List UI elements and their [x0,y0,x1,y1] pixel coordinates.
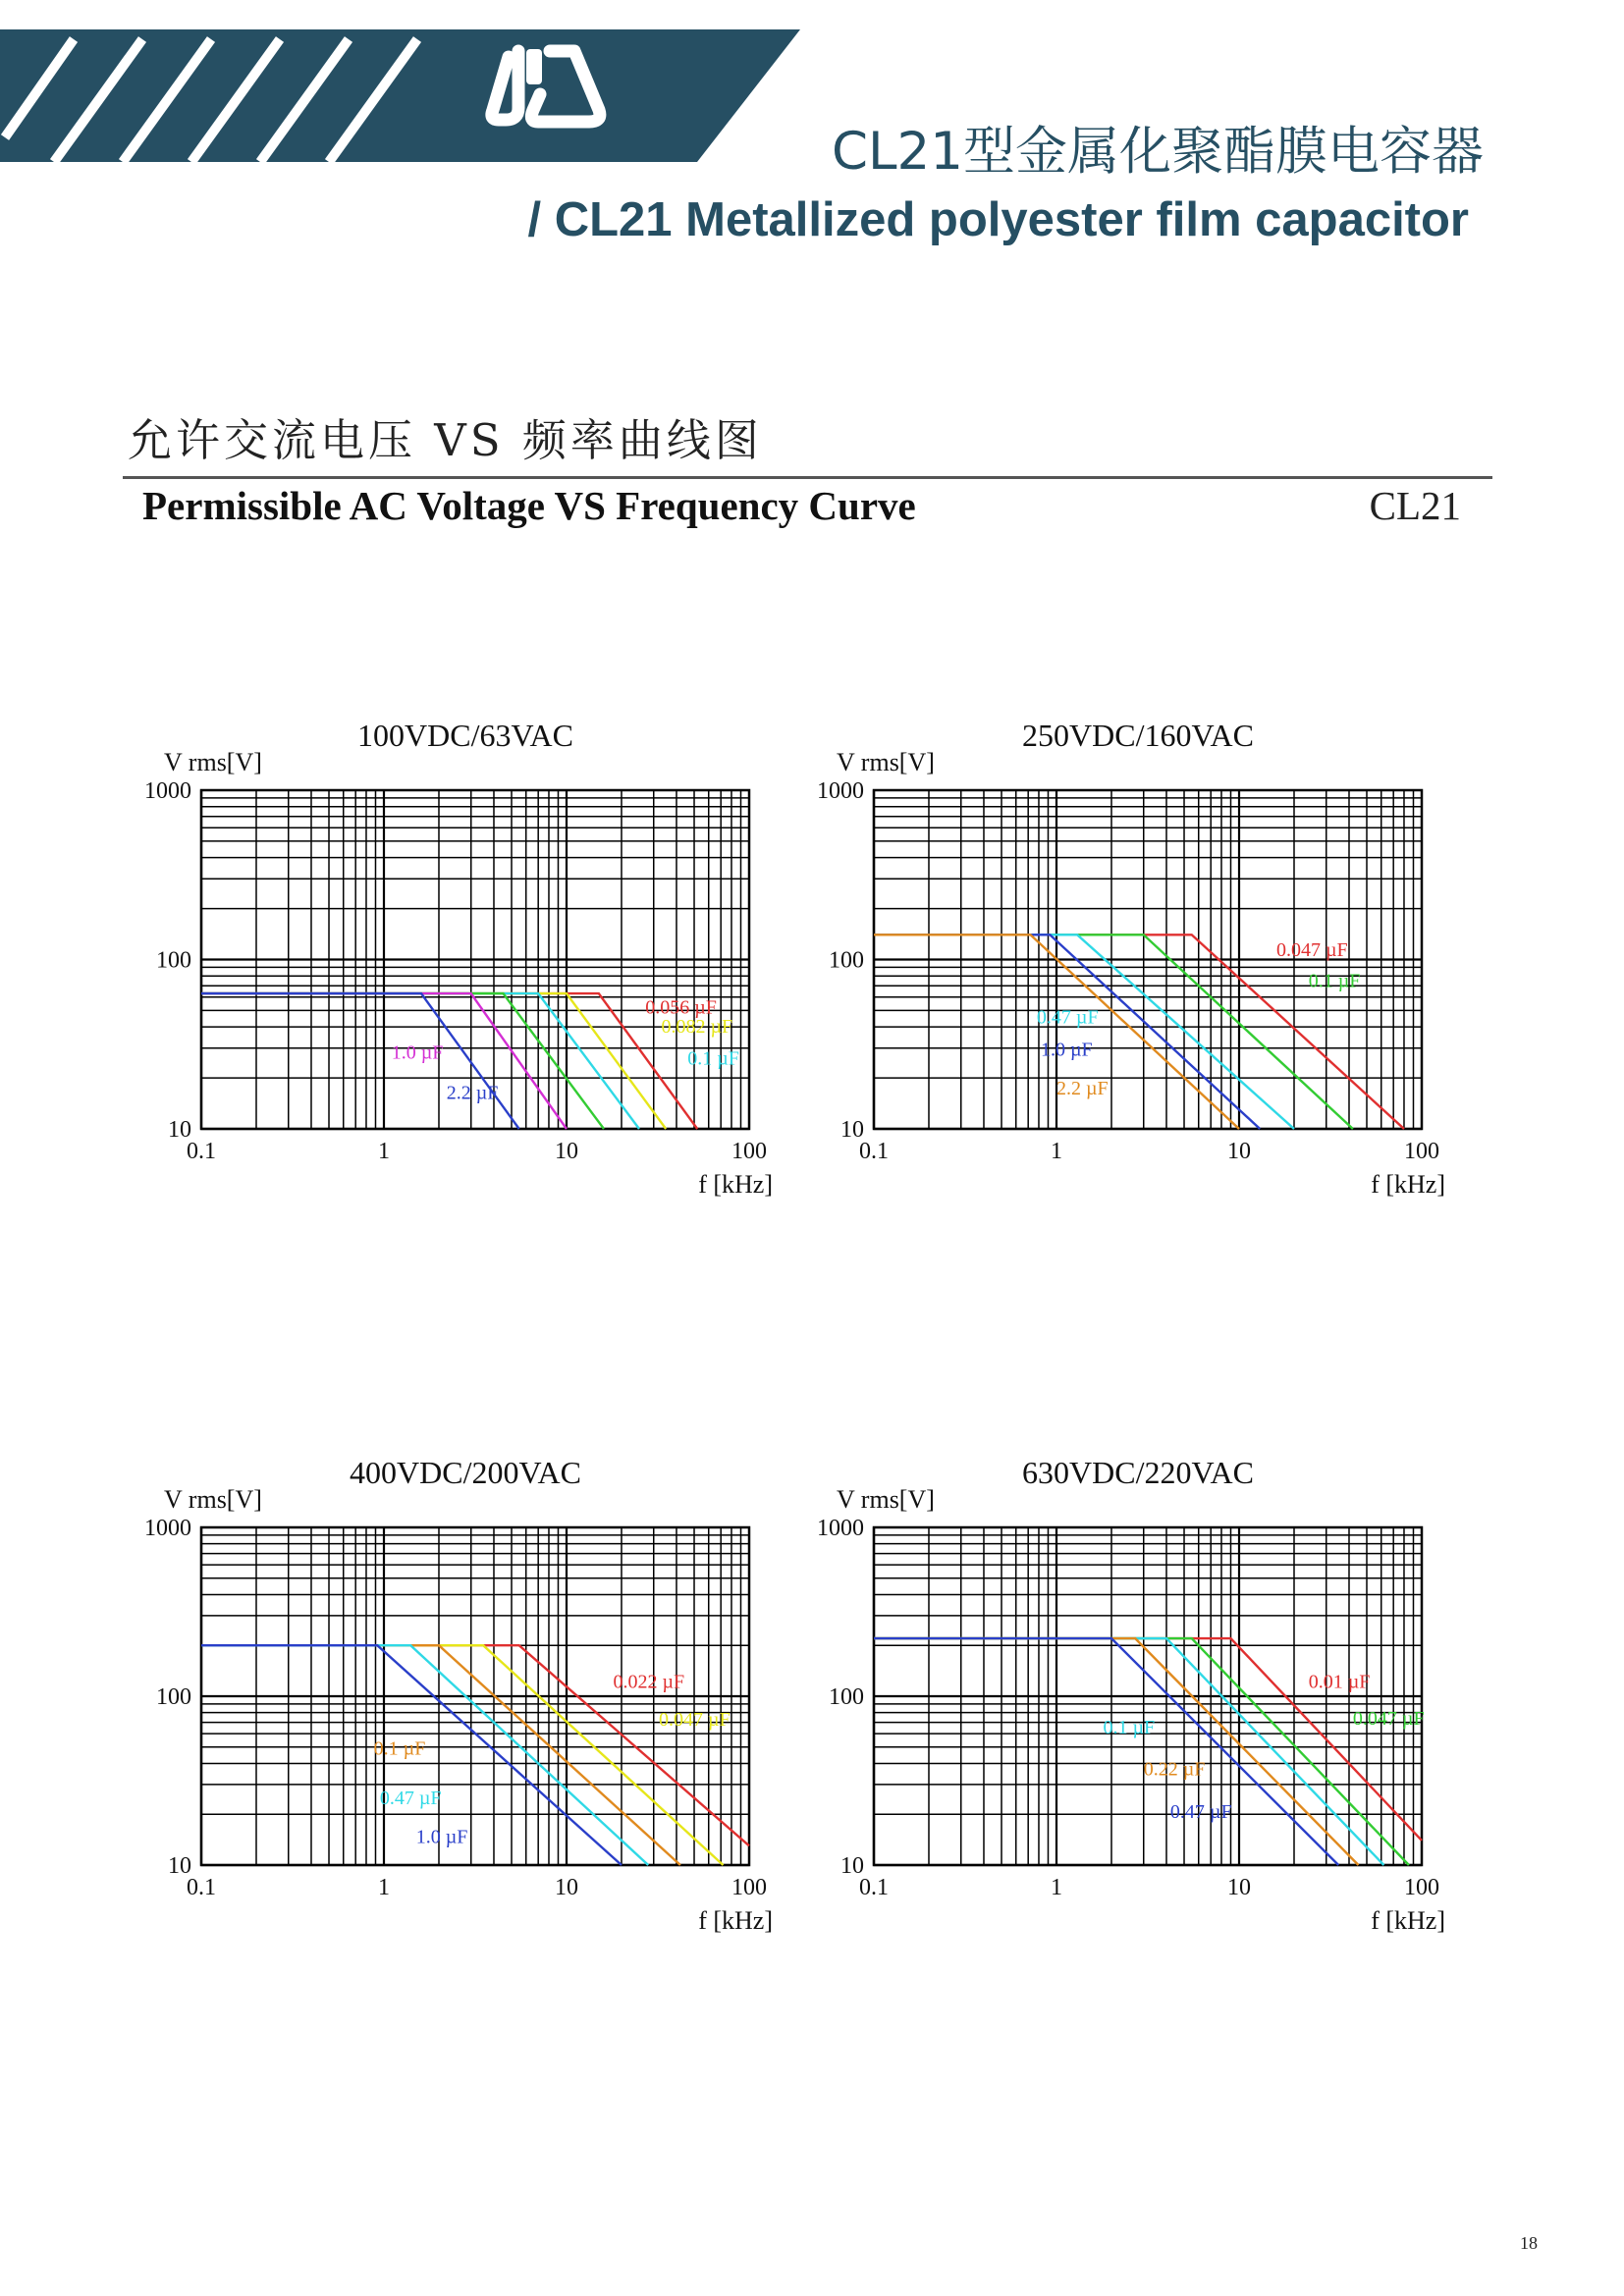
series-line [874,934,1404,1129]
series-label: 0.22 µF [1143,1758,1206,1781]
x-tick-label: 0.1 [187,1139,216,1164]
series-label: 0.47 µF [1036,1006,1099,1029]
series-label: 2.2 µF [446,1082,499,1104]
x-tick-label: 1 [1051,1139,1062,1164]
series-label: 0.056 µF [645,996,717,1019]
x-axis-label: f [kHz] [698,1170,773,1199]
series-label: 1.0 µF [391,1041,444,1064]
y-tick-label: 100 [156,947,191,974]
series-label: 2.2 µF [1056,1077,1109,1099]
y-tick-label: 10 [840,1853,864,1879]
series-label: 0.1 µF [687,1047,739,1070]
chart-grid [201,1527,749,1865]
series-label: 0.1 µF [1308,970,1361,992]
y-tick-label: 1000 [144,778,191,804]
series-line [201,1645,680,1865]
y-tick-label: 10 [168,1117,191,1143]
plot-frame [874,1527,1422,1865]
chart-title: 250VDC/160VAC [1022,718,1254,753]
series-line [874,934,1260,1129]
series-label: 0.047 µF [658,1708,731,1731]
x-tick-label: 1 [378,1875,390,1900]
series-label: 0.022 µF [613,1671,685,1693]
chart-grid [201,790,749,1129]
page-number: 18 [1520,2233,1538,2253]
section-divider [123,476,1492,479]
series-label: 0.1 µF [373,1737,426,1760]
x-tick-label: 0.1 [859,1875,889,1900]
section-title-cn: 允许交流电压 VS 频率曲线图 [128,414,763,466]
series-label: 0.082 µF [661,1015,733,1038]
x-axis-label: f [kHz] [1371,1170,1445,1199]
series-label: 0.01 µF [1308,1671,1371,1693]
series-label: 1.0 µF [415,1826,468,1848]
y-tick-label: 100 [829,947,864,974]
x-tick-label: 10 [1227,1875,1251,1900]
series-label: 0.047 µF [1352,1707,1425,1730]
series-line [874,1638,1422,1841]
series-line [874,934,1239,1129]
series-line [201,1645,749,1845]
x-tick-label: 100 [1404,1875,1439,1900]
series-line [201,993,639,1129]
plot-frame [201,790,749,1129]
y-tick-label: 10 [168,1853,191,1879]
series-line [874,1638,1359,1865]
y-axis-label: V rms[V] [164,748,262,776]
series-line [201,1645,648,1865]
series-label: 0.47 µF [379,1787,442,1809]
y-tick-label: 10 [840,1117,864,1143]
series-line [201,1645,724,1865]
plot-frame [201,1527,749,1865]
chart-grid [874,790,1422,1129]
y-axis-label: V rms[V] [164,1485,262,1514]
x-axis-label: f [kHz] [1371,1906,1445,1935]
series-label: 0.47 µF [1169,1801,1232,1824]
chart-title: 400VDC/200VAC [350,1455,581,1490]
series-line [874,1638,1338,1865]
header-title-cn: CL21型金属化聚酯膜电容器 [832,122,1484,182]
series-label: 0.1 µF [1103,1717,1156,1739]
x-tick-label: 1 [1051,1875,1062,1900]
series-line [874,1638,1409,1865]
x-axis-label: f [kHz] [698,1906,773,1935]
series-label: 0.047 µF [1275,938,1348,961]
x-tick-label: 100 [731,1139,767,1164]
header-title-en: / CL21 Metallized polyester film capacitor [527,193,1469,246]
x-tick-label: 10 [555,1875,578,1900]
chart-title: 100VDC/63VAC [357,718,573,753]
x-tick-label: 0.1 [859,1139,889,1164]
y-axis-label: V rms[V] [837,748,935,776]
series-line [201,1645,622,1865]
y-tick-label: 100 [829,1684,864,1710]
y-axis-label: V rms[V] [837,1485,935,1514]
series-line [201,993,666,1129]
y-tick-label: 1000 [817,1516,864,1541]
series-line [874,1638,1383,1865]
series-line [201,993,519,1129]
y-tick-label: 100 [156,1684,191,1710]
series-label: 1.0 µF [1040,1039,1093,1061]
x-tick-label: 100 [731,1875,767,1900]
chart-title: 630VDC/220VAC [1022,1455,1254,1490]
x-tick-label: 100 [1404,1139,1439,1164]
x-tick-label: 10 [555,1139,578,1164]
x-tick-label: 1 [378,1139,390,1164]
series-line [874,934,1294,1129]
x-tick-label: 10 [1227,1139,1251,1164]
plot-frame [874,790,1422,1129]
series-line [201,993,604,1129]
section-title-en: Permissible AC Voltage VS Frequency Curve [142,483,916,528]
section-model-tag: CL21 [1369,483,1461,528]
series-line [874,934,1353,1129]
x-tick-label: 0.1 [187,1875,216,1900]
y-tick-label: 1000 [144,1516,191,1541]
banner-background [0,29,800,162]
series-line [201,993,567,1129]
chart-grid [874,1527,1422,1865]
y-tick-label: 1000 [817,778,864,804]
series-line [201,993,697,1129]
header-banner [0,0,884,177]
